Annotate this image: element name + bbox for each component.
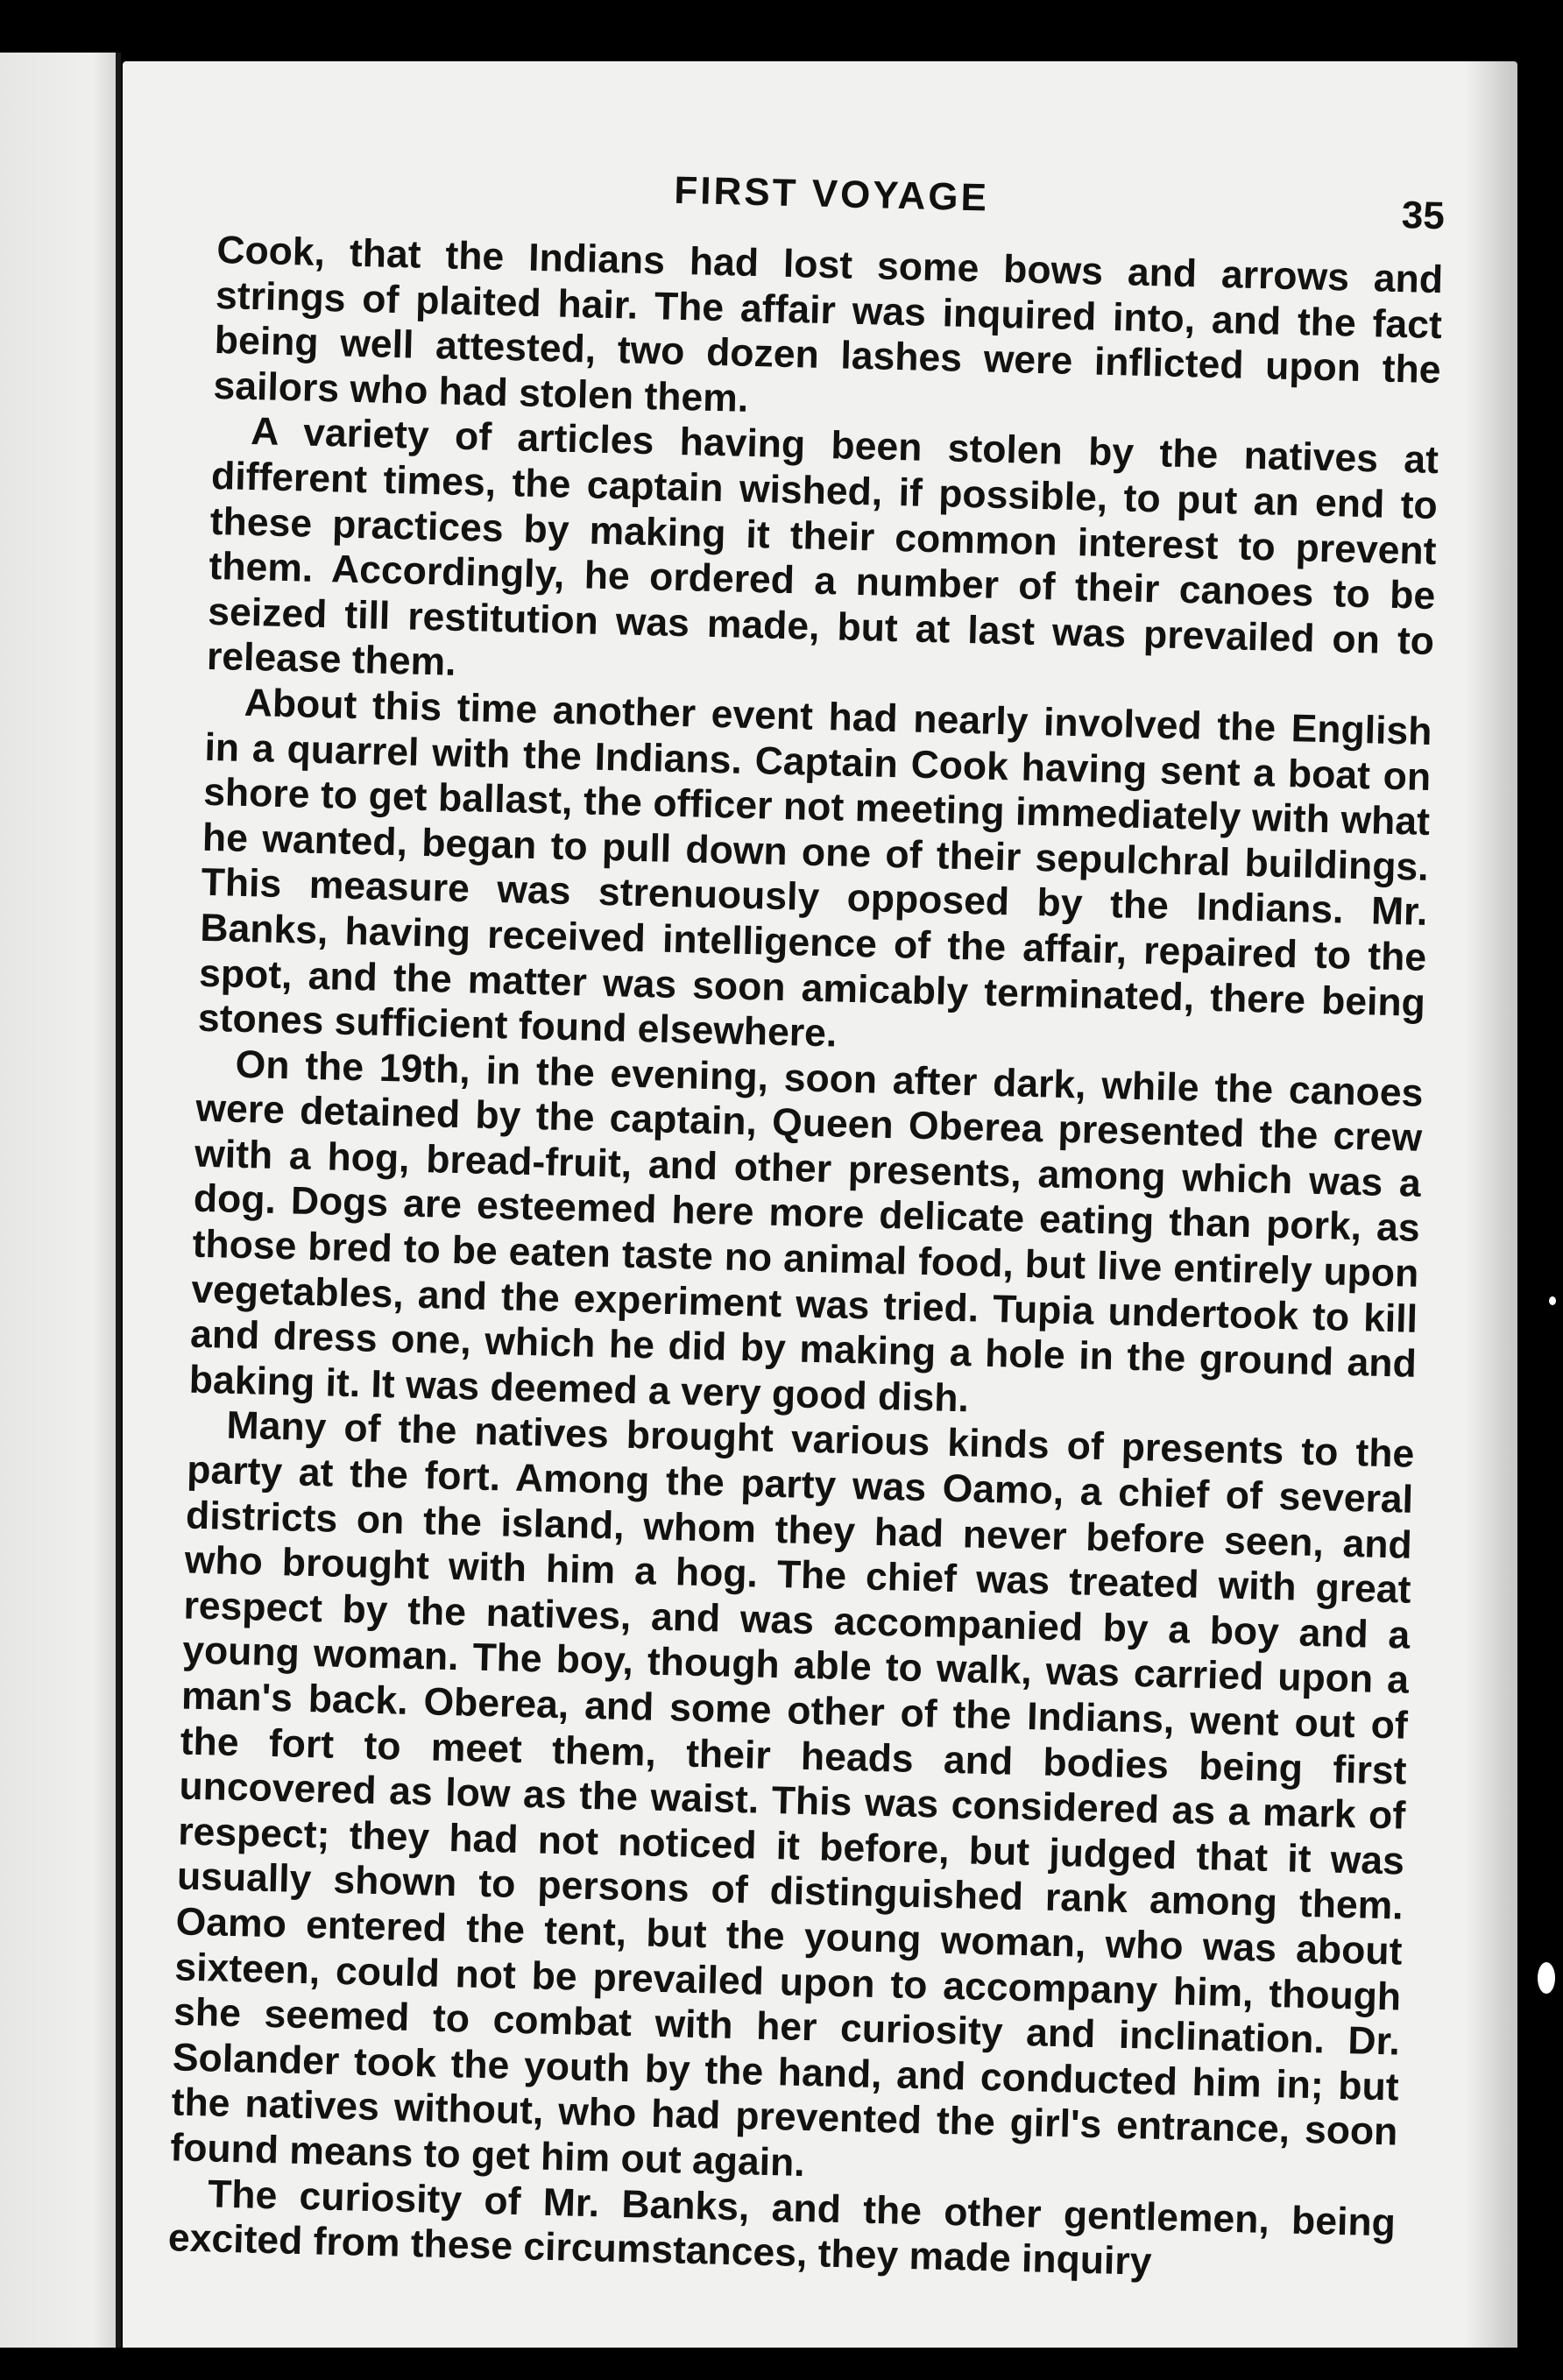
paragraph: Cook, that the Indians had lost some bows and arrows and strings of plaited hair. The affair was inquired into, and the fact being well attested, two dozen lashes were inflicted upon the sailors who had stolen them. <box>213 228 1444 420</box>
paragraph: On the 19th, in the evening, soon after dark, while the canoes were detained by the captain, Queen Oberea presented the crew with a hog, bread-fruit, and other presents, among which was a dog. Dogs are esteemed here more delicate eating than pork, as those bred to be eaten taste no animal food, but live entirely upon vegetables, and the experiment was tried. Tupia undertook to kill and dress one, which he did by making a hole in the ground and baking it. It was deemed a very good dish. <box>188 1042 1424 1421</box>
scan-speck <box>1538 1962 1555 1994</box>
page-number: 35 <box>1401 194 1446 238</box>
paragraph: The curiosity of Mr. Banks, and the other gentlemen, being excited from these circumstances, they made inquiry <box>167 2172 1397 2284</box>
previous-page-edge <box>0 53 121 2348</box>
running-head: FIRST VOYAGE <box>673 168 990 220</box>
scan-speck <box>1549 1296 1556 1305</box>
body-text <box>167 228 1443 2291</box>
book-page <box>123 61 1517 2348</box>
paragraph: About this time another event had nearly involved the English in a quarrel with the Indians. Captain Cook having sent a boat on shore to get ballast, the officer not meeting immediately with what he wanted, began to pull down one of their sepulchral buildings. This measure was strenuously opposed by the Indians. Mr. Banks, having received intelligence of the affair, repaired to the spot, and the matter was soon amicably terminated, there being stones sufficient found elsewhere. <box>197 681 1432 1056</box>
page-header <box>218 158 1446 240</box>
paragraph: A variety of articles having been stolen by the natives at different times, the captain wished, if possible, to put an end to these practices by making it their common interest to prevent them. Accordingly, he ordered a number of their canoes to be seized till restitution was made, but at last was prevailed on to release them. <box>206 410 1439 685</box>
page-content <box>167 158 1445 2291</box>
paragraph: Many of the natives brought various kinds of presents to the party at the fort. Among the party was Oamo, a chief of several districts on the island, whom they had never before seen, and who brought with him a hog. The chief was treated with great respect by the natives, and was accompanied by a boy and a young woman. The boy, though able to walk, was carried upon a man's back. Oberea, and some other of the Indians, went out of the fort to meet them, their heads and bodies being first uncovered as low as the waist. This was considered as a mark of respect; they had not noticed it before, but judged that it was usually shown to persons of distinguished rank among them. Oamo entered the tent, but the young woman, who was about sixteen, could not be prevailed upon to accompany him, though she seemed to combat with her curiosity and inclination. Dr. Solander took the youth by the hand, and conducted him in; but the natives without, who had prevented the girl's entrance, soon found means to get him out again. <box>169 1404 1415 2185</box>
page-shadow <box>1465 61 1517 2348</box>
